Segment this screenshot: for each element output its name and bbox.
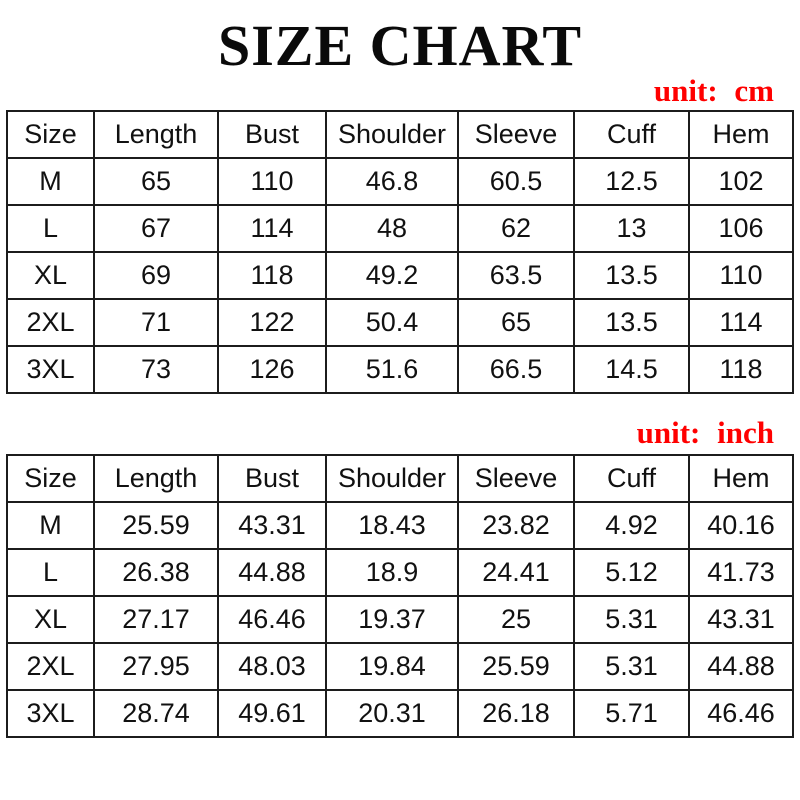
value-cell: 69	[94, 252, 218, 299]
value-cell: 114	[689, 299, 793, 346]
table-header-row	[7, 111, 793, 158]
value-cell: 44.88	[689, 643, 793, 690]
value-cell: 48	[326, 205, 458, 252]
table-row	[7, 690, 793, 737]
value-cell: 73	[94, 346, 218, 393]
value-cell: 13.5	[574, 252, 689, 299]
value-cell: 4.92	[574, 502, 689, 549]
size-cell: XL	[7, 252, 94, 299]
unit-label-inch: unit: inch	[636, 415, 774, 450]
value-cell: 110	[689, 252, 793, 299]
size-cell: M	[7, 158, 94, 205]
header-cell-cuff: Cuff	[574, 455, 689, 502]
value-cell: 40.16	[689, 502, 793, 549]
unit-label-cm: unit: cm	[653, 73, 774, 108]
value-cell: 25.59	[94, 502, 218, 549]
value-cell: 18.43	[326, 502, 458, 549]
header-cell-shoulder: Shoulder	[326, 455, 458, 502]
value-cell: 46.46	[218, 596, 326, 643]
value-cell: 12.5	[574, 158, 689, 205]
value-cell: 25.59	[458, 643, 574, 690]
value-cell: 5.12	[574, 549, 689, 596]
size-cell: M	[7, 502, 94, 549]
table-row	[7, 549, 793, 596]
value-cell: 5.31	[574, 596, 689, 643]
value-cell: 118	[689, 346, 793, 393]
value-cell: 110	[218, 158, 326, 205]
table-row	[7, 158, 793, 205]
size-cell: L	[7, 205, 94, 252]
value-cell: 62	[458, 205, 574, 252]
header-cell-size: Size	[7, 455, 94, 502]
page-title: SIZE CHART	[217, 13, 583, 78]
value-cell: 20.31	[326, 690, 458, 737]
value-cell: 114	[218, 205, 326, 252]
value-cell: 49.61	[218, 690, 326, 737]
value-cell: 118	[218, 252, 326, 299]
value-cell: 63.5	[458, 252, 574, 299]
value-cell: 106	[689, 205, 793, 252]
value-cell: 67	[94, 205, 218, 252]
value-cell: 51.6	[326, 346, 458, 393]
value-cell: 19.37	[326, 596, 458, 643]
value-cell: 49.2	[326, 252, 458, 299]
value-cell: 46.46	[689, 690, 793, 737]
header-cell-sleeve: Sleeve	[458, 111, 574, 158]
header-cell-shoulder: Shoulder	[326, 111, 458, 158]
value-cell: 66.5	[458, 346, 574, 393]
value-cell: 13.5	[574, 299, 689, 346]
value-cell: 13	[574, 205, 689, 252]
header-cell-bust: Bust	[218, 455, 326, 502]
value-cell: 26.38	[94, 549, 218, 596]
header-cell-size: Size	[7, 111, 94, 158]
value-cell: 27.95	[94, 643, 218, 690]
table-row	[7, 299, 793, 346]
size-cell: 2XL	[7, 643, 94, 690]
value-cell: 65	[458, 299, 574, 346]
value-cell: 19.84	[326, 643, 458, 690]
size-cell: 2XL	[7, 299, 94, 346]
value-cell: 43.31	[689, 596, 793, 643]
value-cell: 24.41	[458, 549, 574, 596]
value-cell: 126	[218, 346, 326, 393]
table-row	[7, 643, 793, 690]
value-cell: 41.73	[689, 549, 793, 596]
value-cell: 25	[458, 596, 574, 643]
value-cell: 44.88	[218, 549, 326, 596]
value-cell: 71	[94, 299, 218, 346]
value-cell: 14.5	[574, 346, 689, 393]
table-row	[7, 502, 793, 549]
value-cell: 122	[218, 299, 326, 346]
value-cell: 23.82	[458, 502, 574, 549]
value-cell: 26.18	[458, 690, 574, 737]
value-cell: 102	[689, 158, 793, 205]
header-cell-hem: Hem	[689, 455, 793, 502]
size-table-cm	[6, 110, 794, 394]
value-cell: 46.8	[326, 158, 458, 205]
value-cell: 27.17	[94, 596, 218, 643]
size-cell: L	[7, 549, 94, 596]
table-row	[7, 596, 793, 643]
table-row	[7, 205, 793, 252]
size-cell: 3XL	[7, 346, 94, 393]
table-row	[7, 252, 793, 299]
value-cell: 48.03	[218, 643, 326, 690]
value-cell: 50.4	[326, 299, 458, 346]
value-cell: 43.31	[218, 502, 326, 549]
value-cell: 5.71	[574, 690, 689, 737]
header-cell-length: Length	[94, 455, 218, 502]
size-cell: 3XL	[7, 690, 94, 737]
value-cell: 28.74	[94, 690, 218, 737]
table-row	[7, 346, 793, 393]
size-cell: XL	[7, 596, 94, 643]
header-cell-cuff: Cuff	[574, 111, 689, 158]
value-cell: 60.5	[458, 158, 574, 205]
table-header-row	[7, 455, 793, 502]
header-cell-bust: Bust	[218, 111, 326, 158]
size-table-inch	[6, 454, 794, 738]
value-cell: 18.9	[326, 549, 458, 596]
header-cell-sleeve: Sleeve	[458, 455, 574, 502]
value-cell: 65	[94, 158, 218, 205]
header-cell-length: Length	[94, 111, 218, 158]
header-cell-hem: Hem	[689, 111, 793, 158]
value-cell: 5.31	[574, 643, 689, 690]
